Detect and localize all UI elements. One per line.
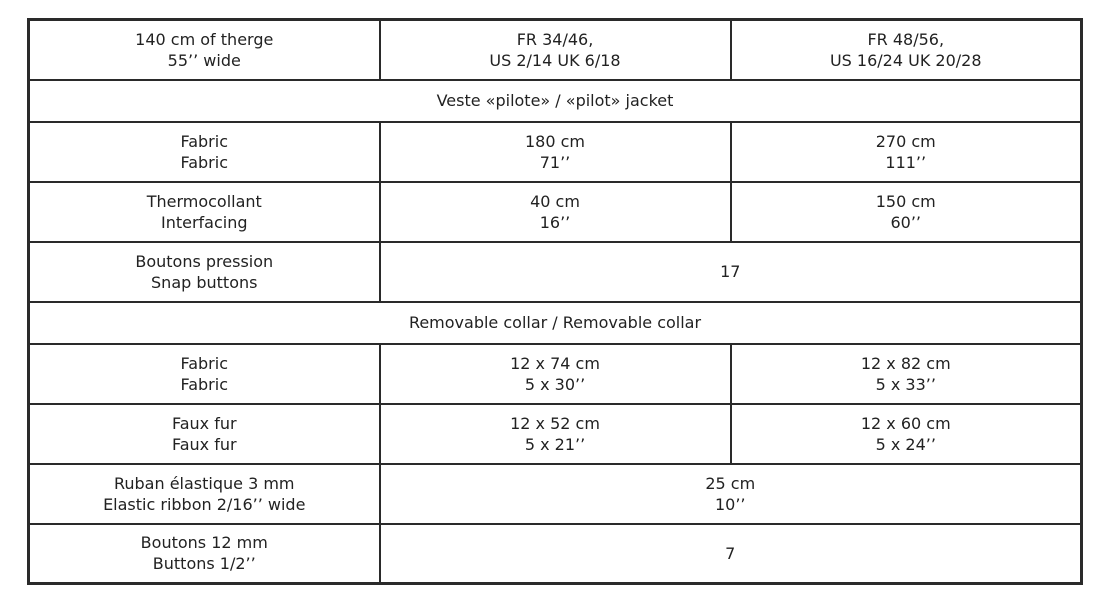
label-line: Snap buttons: [151, 272, 258, 292]
value-line: 71’’: [539, 152, 571, 172]
value-line: 12 x 74 cm: [510, 353, 600, 373]
table-row: [29, 464, 1082, 524]
section-title-jacket: Veste «pilote» / «pilot» jacket: [29, 80, 1082, 122]
label-line: Faux fur: [171, 413, 237, 433]
section-row-jacket: [29, 80, 1082, 122]
value-line: 5 x 33’’: [875, 374, 936, 394]
section-title-collar: Removable collar / Removable collar: [29, 302, 1082, 344]
value-line: 5 x 24’’: [875, 434, 936, 454]
value-line: 5 x 21’’: [524, 434, 586, 454]
value-small: [380, 182, 731, 242]
yardage-table: [27, 18, 1083, 585]
value-line: 150 cm: [875, 191, 936, 211]
size-small-header: [380, 20, 731, 80]
label-line: Fabric: [180, 152, 228, 172]
value-line: 16’’: [539, 212, 571, 232]
label-line: Thermocollant: [146, 191, 262, 211]
label-line: Faux fur: [171, 434, 237, 454]
value-small: [380, 404, 731, 464]
label-line: Fabric: [180, 374, 228, 394]
label-line: Boutons 12 mm: [140, 533, 268, 553]
value-line: 111’’: [885, 152, 927, 172]
table-row: [29, 122, 1082, 182]
value-large: [731, 122, 1082, 182]
row-label: [29, 464, 380, 524]
value-line: 60’’: [890, 212, 922, 232]
value-line: 12 x 82 cm: [860, 353, 951, 373]
value-line: 180 cm: [524, 131, 585, 151]
row-label: [29, 344, 380, 404]
value-line: 270 cm: [875, 131, 936, 151]
value-line: 12 x 52 cm: [510, 413, 600, 433]
value-shared: [380, 464, 1082, 524]
size-large-header: [731, 20, 1082, 80]
label-line: Buttons 1/2’’: [152, 554, 256, 574]
header-line: FR 34/46,: [516, 29, 594, 49]
label-line: Interfacing: [160, 212, 248, 232]
value-large: [731, 344, 1082, 404]
label-line: Ruban élastique 3 mm: [113, 473, 295, 493]
value-line: 40 cm: [530, 191, 580, 211]
value-large: [731, 404, 1082, 464]
label-line: Boutons pression: [135, 251, 274, 271]
label-line: Fabric: [180, 131, 228, 151]
value-small: [380, 122, 731, 182]
label-line: Fabric: [180, 353, 228, 373]
table-row: [29, 182, 1082, 242]
header-line: US 2/14 UK 6/18: [489, 50, 621, 70]
value-line: 10’’: [714, 494, 746, 514]
row-label: [29, 182, 380, 242]
value-shared: 7: [380, 524, 1082, 584]
row-label: [29, 404, 380, 464]
table-row: [29, 344, 1082, 404]
value-line: 5 x 30’’: [524, 374, 586, 394]
value-line: 25 cm: [705, 473, 756, 493]
table-row: [29, 242, 1082, 302]
header-line: 55’’ wide: [167, 50, 241, 70]
row-label: [29, 524, 380, 584]
value-shared: 17: [380, 242, 1082, 302]
value-line: 12 x 60 cm: [860, 413, 951, 433]
row-label: [29, 122, 380, 182]
section-row-collar: [29, 302, 1082, 344]
table-row: [29, 404, 1082, 464]
header-line: US 16/24 UK 20/28: [829, 50, 982, 70]
label-line: Elastic ribbon 2/16’’ wide: [103, 494, 306, 514]
header-row: [29, 20, 1082, 80]
header-line: FR 48/56,: [867, 29, 945, 49]
value-small: [380, 344, 731, 404]
row-label: [29, 242, 380, 302]
value-large: [731, 182, 1082, 242]
table-row: [29, 524, 1082, 584]
fabric-width-header: [29, 20, 380, 80]
header-line: 140 cm of therge: [135, 29, 274, 49]
